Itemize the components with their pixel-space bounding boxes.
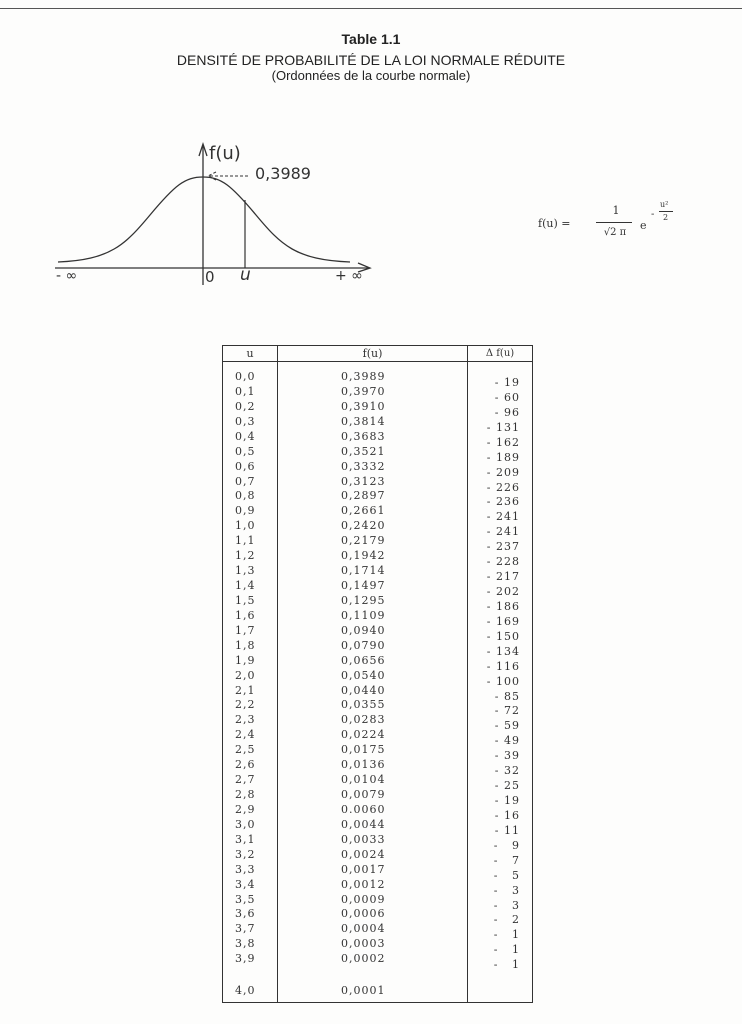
table-cell-delta: - 241 <box>486 510 520 524</box>
table-cell-u: 1,4 <box>235 579 256 593</box>
header-delta: Δ f(u) <box>485 348 515 359</box>
table-cell-fu: 0,0012 <box>341 877 386 891</box>
table-cell-u: 1,6 <box>235 608 256 622</box>
table-cell-delta: - 49 <box>494 734 520 748</box>
table-cell-fu: 0,1109 <box>341 608 386 622</box>
table-cell-u: 0,0 <box>235 370 256 383</box>
table-cell-u: 1,8 <box>235 638 256 652</box>
zero-label: 0 <box>205 268 215 286</box>
table-cell-fu: 0,3683 <box>341 429 386 443</box>
table-cell-u: 3,5 <box>235 892 256 906</box>
table-cell-fu: 0,0175 <box>341 743 386 757</box>
table-cell-fu: 0,0104 <box>341 773 386 787</box>
top-rule <box>0 8 742 9</box>
table-cell-u: 2,9 <box>235 802 256 816</box>
table-cell-fu: 0,0656 <box>341 653 386 667</box>
table-cell-delta: - 217 <box>486 570 520 584</box>
table-cell-fu: 0,0024 <box>341 847 386 861</box>
table-cell-fu: 0,1295 <box>341 593 386 607</box>
table-cell-u: 0,9 <box>235 504 256 518</box>
table-cell-u: 0,3 <box>235 414 256 428</box>
table-cell-delta: - 96 <box>494 405 520 419</box>
plus-infinity-label: + ∞ <box>335 268 363 284</box>
peak-value-label: 0,3989 <box>255 164 311 183</box>
table-cell-fu: 0,3970 <box>341 384 386 398</box>
table-cell-fu: 0,1942 <box>341 549 386 563</box>
table-cell-u: 3,8 <box>235 937 256 951</box>
table-cell-u: 1,9 <box>235 653 256 667</box>
exponent-fraction-bar <box>659 211 673 212</box>
fraction-bar <box>596 222 632 223</box>
table-cell-u: 0,8 <box>235 489 256 503</box>
table-cell-u: 3,1 <box>235 832 256 846</box>
table-cell-delta: - 19 <box>494 794 520 808</box>
table-cell-fu: 0,3910 <box>341 399 386 413</box>
formula-exponent-numerator: u² <box>660 200 669 209</box>
table-cell-fu: 0,0355 <box>341 698 386 712</box>
table-cell-fu: 0,0540 <box>341 668 386 682</box>
table-cell-fu: 0,0224 <box>341 728 386 742</box>
table-cell-delta: - 189 <box>486 450 520 464</box>
table-cell-fu: 0,0136 <box>341 758 386 772</box>
table-cell-u: 3,7 <box>235 922 256 936</box>
table-cell-u: 0,4 <box>235 429 256 443</box>
density-formula <box>538 200 698 250</box>
table-cell-delta: - 162 <box>486 435 520 449</box>
table-cell-delta: - 209 <box>486 465 520 479</box>
table-cell-fu: 0,0017 <box>341 862 386 876</box>
table-cell-u: 2,2 <box>235 698 256 712</box>
table-cell-delta: - 241 <box>486 525 520 539</box>
y-axis-label: f(u) <box>209 143 241 164</box>
table-cell-u: 2,1 <box>235 683 256 697</box>
peak-arrow <box>208 172 250 180</box>
table-cell-delta: - 226 <box>486 480 520 494</box>
table-cell-delta: - 32 <box>494 764 520 778</box>
table-cell-u: 2,8 <box>235 788 256 802</box>
table-cell-fu: 0,0940 <box>341 623 386 637</box>
table-cell-u: 1,7 <box>235 623 256 637</box>
table-cell-delta: - 59 <box>494 719 520 733</box>
table-cell-u: 1,1 <box>235 534 256 548</box>
formula-numerator: 1 <box>612 204 620 217</box>
table-cell-u: 2,0 <box>235 668 256 682</box>
table-cell-delta: - 9 <box>493 838 520 852</box>
minus-infinity-label: - ∞ <box>56 268 78 284</box>
table-cell-delta: - 72 <box>494 704 520 718</box>
table-cell-u: 4,0 <box>235 984 256 997</box>
table-cell-u: 2,7 <box>235 773 256 787</box>
table-cell-u: 0,1 <box>235 384 256 398</box>
table-cell-fu: 0,3814 <box>341 414 386 428</box>
table-cell-fu: 0,0079 <box>341 788 386 802</box>
table-cell-delta: - 228 <box>486 555 520 569</box>
formula-exponent-sign: - <box>651 209 655 220</box>
table-cell-delta: - 131 <box>486 420 520 434</box>
table-cell-delta: - 3 <box>493 898 520 912</box>
table-cell-u: 0,7 <box>235 474 256 488</box>
table-cell-fu: 0,0004 <box>341 922 386 936</box>
table-cell-delta: - 5 <box>493 868 520 882</box>
table-cell-u: 1,3 <box>235 564 256 578</box>
table-cell-fu: 0,0001 <box>341 984 386 997</box>
table-cell-fu: 0,1714 <box>341 564 386 578</box>
table-cell-u: 2,4 <box>235 728 256 742</box>
table-cell-u: 3,9 <box>235 952 256 966</box>
table-cell-delta: - 2 <box>493 913 520 927</box>
table-cell-delta: - 134 <box>486 644 520 658</box>
table-cell-fu: 0,1497 <box>341 579 386 593</box>
formula-lhs: f(u) = <box>538 217 571 230</box>
table-title: DENSITÉ DE PROBABILITÉ DE LA LOI NORMALE RÉDUITE <box>176 52 566 68</box>
table-subtitle: (Ordonnées de la courbe normale) <box>271 68 471 83</box>
table-cell-fu: 0,0002 <box>341 952 386 966</box>
table-cell-fu: 0,0283 <box>341 713 386 727</box>
table-cell-fu: 0,2420 <box>341 519 386 533</box>
table-cell-delta: - 169 <box>486 614 520 628</box>
table-cell-u: 2,3 <box>235 713 256 727</box>
table-cell-fu: 0,0044 <box>341 817 386 831</box>
bell-curve <box>58 177 350 262</box>
formula-denominator: √2 π <box>603 227 627 238</box>
formula-base: e <box>640 219 647 232</box>
table-cell-fu: 0,3332 <box>341 459 386 473</box>
table-cell-delta: - 39 <box>494 749 520 763</box>
table-cell-u: 3,0 <box>235 817 256 831</box>
table-cell-fu: 0,0033 <box>341 832 386 846</box>
column-divider <box>277 346 278 1002</box>
table-cell-delta: - 186 <box>486 599 520 613</box>
table-cell-delta: - 1 <box>493 928 520 942</box>
table-cell-fu: 0,2179 <box>341 534 386 548</box>
table-cell-delta: - 236 <box>486 495 520 509</box>
table-cell-delta: - 1 <box>493 958 520 972</box>
table-cell-fu: 0,2897 <box>341 489 386 503</box>
table-cell-delta: - 60 <box>494 390 520 404</box>
header-u: u <box>246 347 254 360</box>
table-cell-fu: 0,3521 <box>341 444 386 458</box>
table-cell-u: 2,5 <box>235 743 256 757</box>
table-cell-u: 1,5 <box>235 593 256 607</box>
table-number: Table 1.1 <box>341 31 401 47</box>
table-cell-delta: - 116 <box>486 659 520 673</box>
table-cell-u: 1,0 <box>235 519 256 533</box>
header-fu: f(u) <box>362 347 383 360</box>
table-cell-u: 0,2 <box>235 399 256 413</box>
formula-exponent-denominator: 2 <box>663 213 669 222</box>
table-cell-delta: - 19 <box>494 376 520 389</box>
table-cell-delta: - 202 <box>486 585 520 599</box>
table-cell-fu: 0,3123 <box>341 474 386 488</box>
u-label: u <box>240 265 251 285</box>
table-cell-u: 3,4 <box>235 877 256 891</box>
table-cell-delta: - 7 <box>493 853 520 867</box>
table-cell-delta: - 25 <box>494 779 520 793</box>
table-cell-fu: 0,2661 <box>341 504 386 518</box>
table-cell-u: 2,6 <box>235 758 256 772</box>
column-divider <box>467 346 468 1002</box>
table-cell-delta: - 11 <box>494 823 520 837</box>
table-cell-delta: - 85 <box>494 689 520 703</box>
table-cell-fu: 0.0060 <box>341 802 386 816</box>
table-cell-delta: - 1 <box>493 943 520 957</box>
table-cell-fu: 0,0009 <box>341 892 386 906</box>
table-cell-delta: - 237 <box>486 540 520 554</box>
table-cell-fu: 0,0440 <box>341 683 386 697</box>
table-cell-u: 1,2 <box>235 549 256 563</box>
normal-density-table <box>222 345 533 1003</box>
table-cell-fu: 0,3989 <box>341 370 386 383</box>
table-cell-delta: - 3 <box>493 883 520 897</box>
table-cell-u: 0,5 <box>235 444 256 458</box>
table-cell-u: 3,2 <box>235 847 256 861</box>
table-cell-u: 0,6 <box>235 459 256 473</box>
table-cell-fu: 0,0006 <box>341 907 386 921</box>
table-cell-delta: - 100 <box>486 674 520 688</box>
table-cell-fu: 0,0003 <box>341 937 386 951</box>
table-cell-delta: - 150 <box>486 629 520 643</box>
table-cell-u: 3,3 <box>235 862 256 876</box>
table-cell-fu: 0,0790 <box>341 638 386 652</box>
table-cell-delta: - 16 <box>494 808 520 822</box>
table-cell-u: 3,6 <box>235 907 256 921</box>
